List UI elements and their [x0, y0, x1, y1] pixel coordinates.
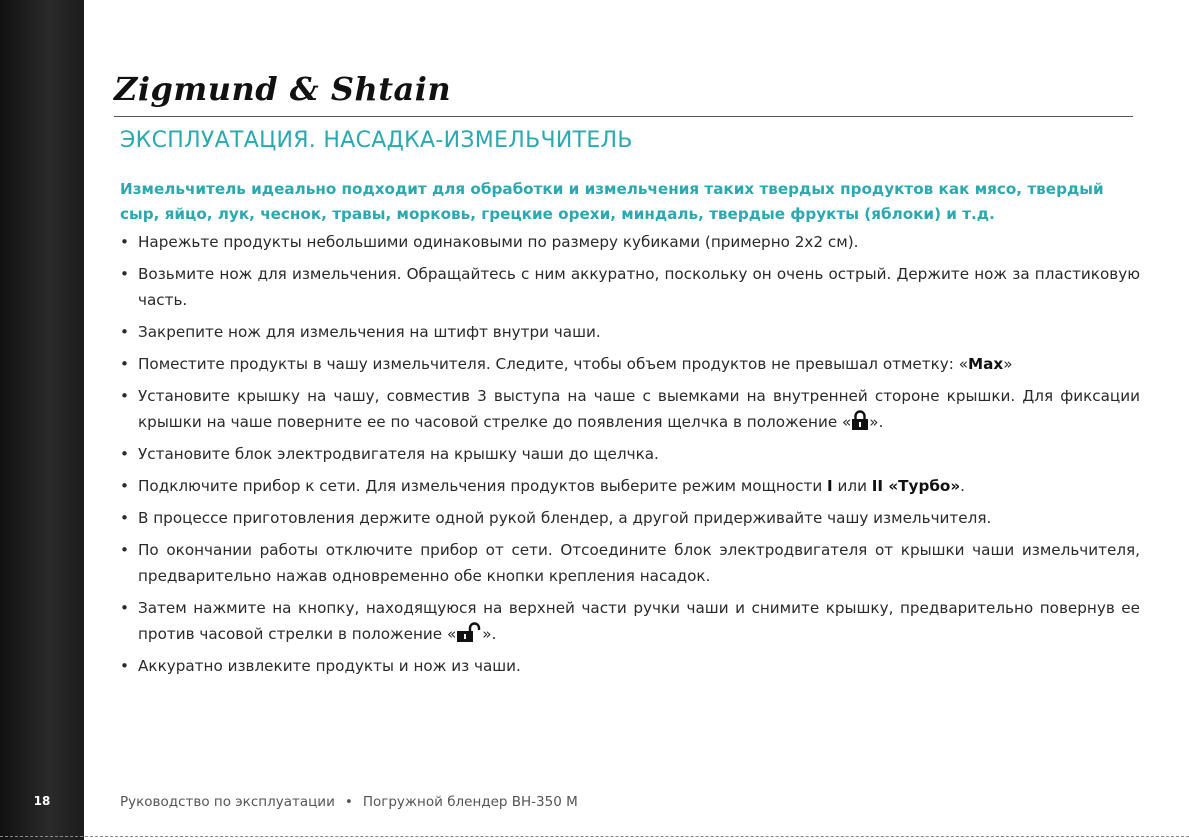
- brand-logo: Zigmund & Shtain: [114, 70, 452, 108]
- mode-one: I: [827, 477, 833, 495]
- max-mark: Max: [968, 355, 1004, 373]
- lock-open-icon: [456, 622, 482, 642]
- side-bar: [0, 0, 84, 840]
- list-item: • Аккуратно извлеките продукты и нож из чаши.: [120, 653, 1140, 679]
- mode-turbo: II «Турбо»: [871, 477, 961, 495]
- list-item: [120, 383, 1140, 435]
- list-item: • Закрепите нож для измельчения на штифт внутри чаши.: [120, 319, 1140, 345]
- list-item: • Нарежьте продукты небольшими одинаковыми по размеру кубиками (примерно 2х2 см).: [120, 229, 1140, 255]
- step-text-end: »: [1003, 355, 1013, 373]
- list-item: • Возьмите нож для измельчения. Обращайтесь с ним аккуратно, поскольку он очень острый. Держите нож за пластиковую часть.: [120, 261, 1140, 313]
- list-item: [120, 351, 1140, 377]
- header-divider: [114, 116, 1133, 117]
- footer-manual: Руководство по эксплуатации: [120, 794, 335, 810]
- bottom-divider: [0, 836, 1189, 837]
- section-title: ЭКСПЛУАТАЦИЯ. НАСАДКА-ИЗМЕЛЬЧИТЕЛЬ: [120, 128, 633, 153]
- list-item: [120, 473, 1140, 499]
- footer-product: Погружной блендер BH-350 M: [362, 794, 578, 810]
- page-number: 18: [33, 794, 51, 808]
- step-text-end: .: [960, 477, 965, 495]
- lock-closed-icon: [851, 410, 869, 430]
- footer-separator: •: [344, 794, 353, 810]
- list-item: • В процессе приготовления держите одной рукой блендер, а другой придерживайте чашу измельчителя.: [120, 505, 1140, 531]
- step-text-end: ».: [869, 413, 884, 431]
- step-text: Поместите продукты в чашу измельчителя. Следите, чтобы объем продуктов не превышал отметку: «: [138, 355, 969, 373]
- list-item: • По окончании работы отключите прибор от сети. Отсоедините блок электродвигателя от крышки чаши измельчителя, предварительно нажав одновременно обе кнопки крепления насадок.: [120, 537, 1140, 589]
- content-body: [120, 177, 1140, 685]
- step-text: Затем нажмите на кнопку, находящуюся на верхней части ручки чаши и снимите крышку, предварительно повернув ее против часовой стрелки в положение «: [138, 599, 1140, 643]
- list-item: • Установите блок электродвигателя на крышку чаши до щелчка.: [120, 441, 1140, 467]
- intro-paragraph: Измельчитель идеально подходит для обработки и измельчения таких твердых продуктов как мясо, твердый сыр, яйцо, лук, чеснок, травы, морковь, грецкие орехи, миндаль, твердые фрукты (яблоки) и т.д.: [120, 180, 1104, 223]
- step-text-or: или: [832, 477, 872, 495]
- step-text: Подключите прибор к сети. Для измельчения продуктов выберите режим мощности: [138, 477, 828, 495]
- step-text-end: ».: [482, 625, 497, 643]
- list-item: [120, 595, 1140, 647]
- instruction-list: [120, 229, 1140, 679]
- footer: [120, 794, 578, 810]
- step-text: Установите крышку на чашу, совместив 3 выступа на чаше с выемками на внутренней стороне крышки. Для фиксации крышки на чаше поверните ее по часовой стрелке до появления щелчка в положение «: [138, 387, 1140, 431]
